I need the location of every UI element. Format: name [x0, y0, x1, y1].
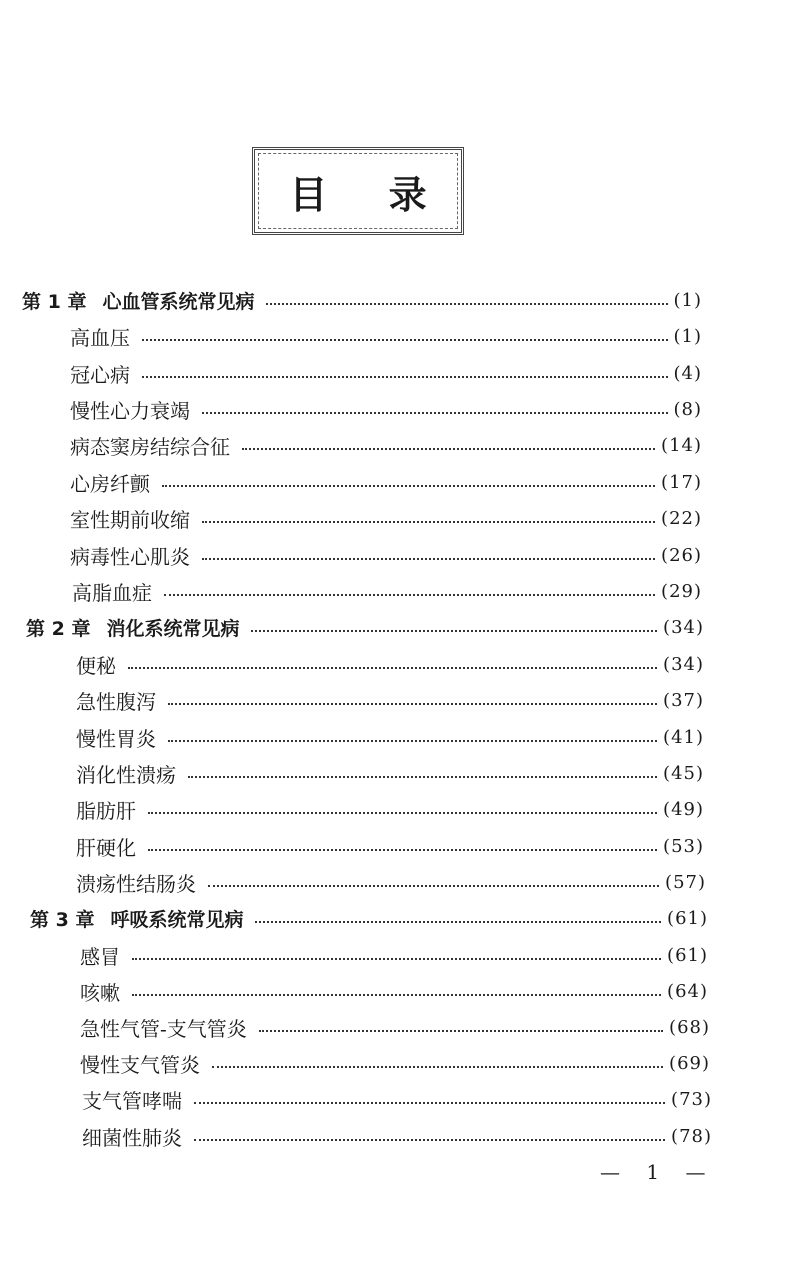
- chapter-number: 第 3 章: [30, 908, 95, 931]
- toc-item[interactable]: [76, 828, 704, 864]
- item-title: 肝硬化: [76, 835, 136, 860]
- page-ref: (45): [663, 762, 704, 784]
- toc-item[interactable]: [76, 864, 706, 900]
- toc-item[interactable]: [70, 427, 702, 463]
- page-ref: (73): [671, 1088, 712, 1110]
- toc-item[interactable]: [70, 537, 702, 573]
- item-title: 溃疡性结肠炎: [76, 871, 196, 896]
- dot-leader: [208, 885, 659, 887]
- toc-item[interactable]: [80, 1045, 710, 1081]
- toc-chapter-2[interactable]: [26, 609, 704, 645]
- page-ref: (4): [673, 362, 702, 384]
- item-title: 慢性心力衰竭: [70, 398, 190, 423]
- dot-leader: [168, 703, 657, 705]
- dot-leader: [242, 448, 655, 450]
- chapter-number: 第 2 章: [26, 617, 91, 640]
- page-ref: (69): [669, 1052, 710, 1074]
- chapter-title: 消化系统常见病: [106, 617, 240, 640]
- page-ref: (14): [661, 434, 702, 456]
- item-title: 冠心病: [70, 362, 130, 387]
- toc-item[interactable]: [76, 719, 704, 755]
- dot-leader: [194, 1139, 665, 1141]
- page-ref: (61): [667, 907, 708, 929]
- page-ref: (1): [673, 289, 702, 311]
- item-title: 细菌性肺炎: [82, 1125, 182, 1150]
- page-ref: (53): [663, 835, 704, 857]
- dot-leader: [128, 667, 657, 669]
- item-title: 高血压: [70, 325, 130, 350]
- dot-leader: [194, 1102, 665, 1104]
- dot-leader: [148, 849, 657, 851]
- dot-leader: [212, 1066, 663, 1068]
- item-title: 便秘: [76, 653, 116, 678]
- toc-title-frame: [252, 147, 464, 235]
- toc-title: 目 录: [289, 172, 451, 217]
- page-ref: (64): [667, 980, 708, 1002]
- toc-item[interactable]: [70, 464, 702, 500]
- dot-leader: [148, 812, 657, 814]
- dot-leader: [188, 776, 657, 778]
- toc-chapter-1[interactable]: [22, 282, 702, 318]
- dot-leader: [164, 594, 655, 596]
- page-number: — 1 —: [600, 1160, 716, 1184]
- dot-leader: [132, 994, 661, 996]
- toc-item[interactable]: [82, 1081, 712, 1117]
- item-title: 脂肪肝: [76, 798, 136, 823]
- item-title: 消化性溃疡: [76, 762, 176, 787]
- page-ref: (61): [667, 944, 708, 966]
- item-title: 病毒性心肌炎: [70, 544, 190, 569]
- dot-leader: [202, 521, 655, 523]
- item-title: 咳嗽: [80, 980, 120, 1005]
- item-title: 高脂血症: [72, 580, 152, 605]
- page-ref: (22): [661, 507, 702, 529]
- toc-item[interactable]: [70, 318, 702, 354]
- toc-item[interactable]: [76, 682, 704, 718]
- dot-leader: [142, 376, 668, 378]
- dot-leader: [251, 630, 657, 632]
- toc-item[interactable]: [82, 1118, 712, 1154]
- page-ref: (8): [673, 398, 702, 420]
- item-title: 室性期前收缩: [70, 507, 190, 532]
- page-ref: (78): [671, 1125, 712, 1147]
- toc-item[interactable]: [70, 391, 702, 427]
- dot-leader: [168, 740, 657, 742]
- dot-leader: [202, 412, 668, 414]
- dot-leader: [255, 921, 661, 923]
- dot-leader: [162, 485, 655, 487]
- dot-leader: [202, 558, 655, 560]
- toc-item[interactable]: [76, 755, 704, 791]
- toc-item[interactable]: [76, 791, 704, 827]
- chapter-number: 第 1 章: [22, 290, 87, 313]
- dot-leader: [142, 339, 668, 341]
- item-title: 急性气管-支气管炎: [80, 1016, 247, 1041]
- toc-item[interactable]: [80, 1009, 710, 1045]
- page-ref: (49): [663, 798, 704, 820]
- item-title: 慢性支气管炎: [80, 1052, 200, 1077]
- page-ref: (26): [661, 544, 702, 566]
- dot-leader: [266, 303, 667, 305]
- item-title: 感冒: [80, 944, 120, 969]
- page-ref: (1): [673, 325, 702, 347]
- page-ref: (29): [661, 580, 702, 602]
- item-title: 心房纤颤: [70, 471, 150, 496]
- page-ref: (68): [669, 1016, 710, 1038]
- toc-item[interactable]: [70, 500, 702, 536]
- page-ref: (34): [663, 653, 704, 675]
- item-title: 慢性胃炎: [76, 726, 156, 751]
- page-ref: (57): [665, 871, 706, 893]
- dot-leader: [259, 1030, 663, 1032]
- page-ref: (34): [663, 616, 704, 638]
- toc-chapter-3[interactable]: [30, 900, 708, 936]
- item-title: 病态窦房结综合征: [70, 434, 230, 459]
- toc-item[interactable]: [76, 646, 704, 682]
- toc-item[interactable]: [70, 355, 702, 391]
- page-ref: (37): [663, 689, 704, 711]
- chapter-title: 心血管系统常见病: [102, 290, 255, 313]
- toc-item[interactable]: [80, 973, 708, 1009]
- item-title: 急性腹泻: [76, 689, 156, 714]
- item-title: 支气管哮喘: [82, 1088, 182, 1113]
- toc-item[interactable]: [72, 573, 702, 609]
- page-ref: (17): [661, 471, 702, 493]
- toc-item[interactable]: [80, 937, 708, 973]
- dot-leader: [132, 958, 661, 960]
- page-ref: (41): [663, 726, 704, 748]
- chapter-title: 呼吸系统常见病: [110, 908, 244, 931]
